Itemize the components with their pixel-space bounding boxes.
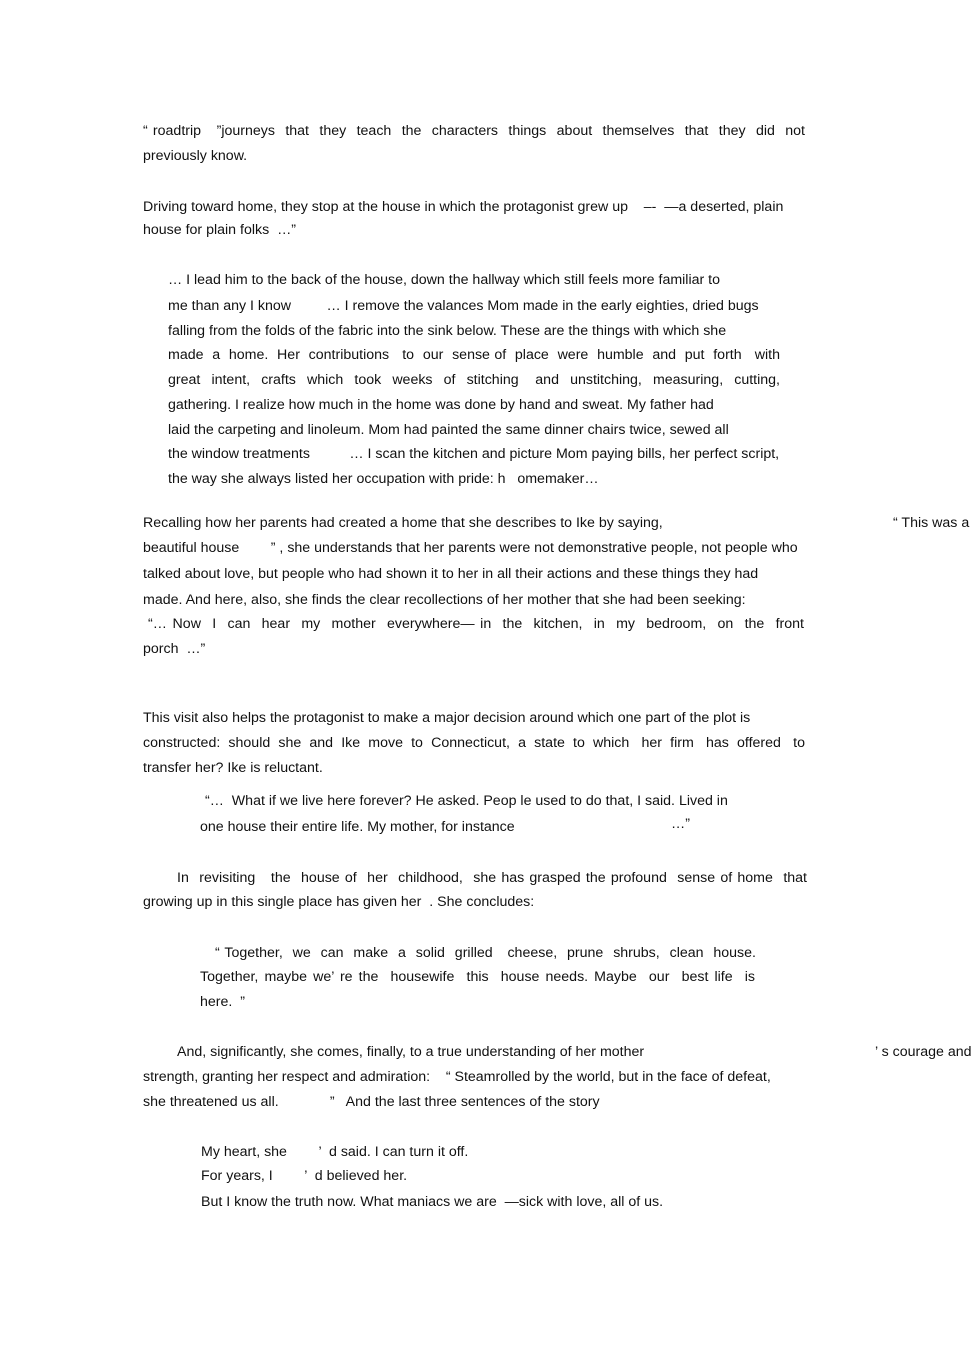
text-fragment: “ This was a <box>893 515 970 531</box>
quote-line: “… What if we live here forever? He asked. Peop le used to do that, I said. Lived in <box>205 793 728 809</box>
quote-line: falling from the folds of the fabric into the sink below. These are the things with which she <box>168 323 727 339</box>
text-line: made. And here, also, she finds the clear recollections of her mother that she had been seeking: <box>143 592 746 608</box>
text-line: In revisiting the house of her childhood, she has grasped the profound sense of home that <box>177 870 807 886</box>
text-line: Recalling how her parents had created a home that she describes to Ike by saying, <box>143 515 663 531</box>
text-line: constructed: should she and Ike move to Connecticut, a state to which her firm has offered to <box>143 735 805 751</box>
text-line: beautiful house ” , she understands that her parents were not demonstrative people, not people who <box>143 540 798 556</box>
quote-line: Together, maybe we’ re the housewife this house needs. Maybe our best life is <box>200 969 755 985</box>
quote-line: “ Together, we can make a solid grilled cheese, prune shrubs, clean house. <box>215 945 756 961</box>
quote-line: … I lead him to the back of the house, down the hallway which still feels more familiar to <box>168 272 721 288</box>
quote-line: But I know the truth now. What maniacs we are —sick with love, all of us. <box>201 1194 664 1210</box>
text-line: “ roadtrip ”journeys that they teach the characters things about themselves that they did not <box>143 123 805 139</box>
text-line: previously know. <box>143 148 248 164</box>
quote-line: one house their entire life. My mother, for instance <box>200 819 515 835</box>
text-line: she threatened us all. ” And the last three sentences of the story <box>143 1094 600 1110</box>
text-line: This visit also helps the protagonist to make a major decision around which one part of the plot is <box>143 710 751 726</box>
quote-line: great intent, crafts which took weeks of stitching and unstitching, measuring, cutting, <box>168 372 780 388</box>
text-line: “… Now I can hear my mother everywhere— in the kitchen, in my bedroom, on the front <box>148 616 804 632</box>
text-line: talked about love, but people who had shown it to her in all their actions and these things they had <box>143 566 759 582</box>
text-fragment: ’ s courage and <box>875 1044 972 1060</box>
text-line: strength, granting her respect and admiration: “ Steamrolled by the world, but in the face of defeat, <box>143 1069 771 1085</box>
quote-line: made a home. Her contributions to our sense of place were humble and put forth with <box>168 347 780 363</box>
quote-line: me than any I know … I remove the valances Mom made in the early eighties, dried bugs <box>168 298 759 314</box>
text-line: transfer her? Ike is reluctant. <box>143 760 323 776</box>
quote-line: gathering. I realize how much in the home was done by hand and sweat. My father had <box>168 397 714 413</box>
text-line: And, significantly, she comes, finally, to a true understanding of her mother <box>177 1044 645 1060</box>
text-line: porch …” <box>143 641 206 657</box>
quote-line: laid the carpeting and linoleum. Mom had painted the same dinner chairs twice, sewed all <box>168 422 729 438</box>
quote-line: For years, I ’ d believed her. <box>201 1168 408 1184</box>
quote-line: here. ” <box>200 994 245 1010</box>
quote-line: the window treatments … I scan the kitchen and picture Mom paying bills, her perfect script, <box>168 446 780 462</box>
quote-line: the way she always listed her occupation with pride: h omemaker… <box>168 471 599 487</box>
text-fragment: …” <box>671 816 690 832</box>
text-line: growing up in this single place has given her . She concludes: <box>143 894 535 910</box>
quote-line: My heart, she ’ d said. I can turn it off. <box>201 1144 469 1160</box>
text-line: Driving toward home, they stop at the house in which the protagonist grew up –- ―a deserted, plain <box>143 199 784 215</box>
text-line: house for plain folks …” <box>143 222 296 238</box>
